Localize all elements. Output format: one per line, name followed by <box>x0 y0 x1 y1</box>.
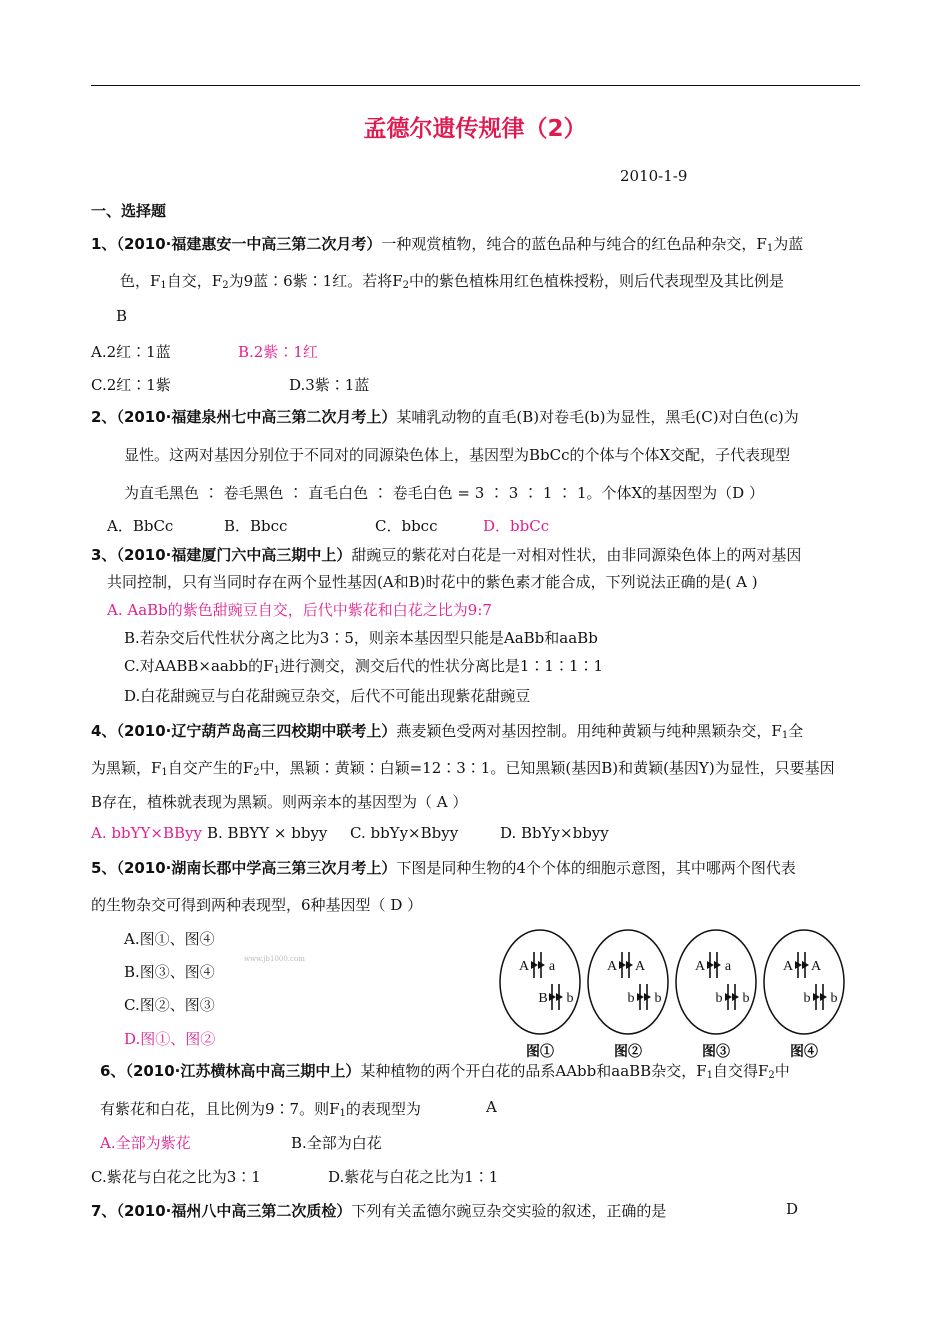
question-3-line-2: 共同控制，只有当同时存在两个显性基因(A和B)时花中的紫色素才能合成，下列说法正确的是( A ) <box>107 573 758 591</box>
cell-1-allele-bottom-right: b <box>566 991 574 1006</box>
q4-option-d: D. BbYy×bbyy <box>500 824 609 842</box>
cell-1-label: 图① <box>526 1045 554 1060</box>
question-4-line-1: 4、（2010·辽宁葫芦岛高三四校期中联考上）燕麦颖色受两对基因控制。用纯种黄颖与纯种黑颖杂交，$F_1$全 <box>91 722 804 741</box>
cell-4-allele-bottom-right: b <box>830 991 838 1006</box>
question-4-line-2: 为黑颖，$F_1$自交产生的$F_2$中，黑颖∶黄颖∶白颖=12∶3∶1。已知黑颖(基因B)和黄颖(基因Y)为显性，只要基因 <box>91 759 835 778</box>
top-rule <box>91 85 860 86</box>
q2-option-d: D．bbCc <box>483 517 550 535</box>
q5-option-b: B.图③、图④ <box>124 963 215 981</box>
question-2-line-2: 显性。这两对基因分别位于不同对的同源染色体上，基因型为BbCc的个体与个体X交配，子代表现型 <box>124 446 791 464</box>
q4-option-b: B. BBYY × bbyy <box>207 824 328 842</box>
cell-2-allele-top-left: A <box>606 959 618 974</box>
cell-2-label: 图② <box>614 1045 642 1060</box>
cell-4-allele-top-left: A <box>782 959 794 974</box>
question-4-line-3: B存在，植株就表现为黑颖。则两亲本的基因型为（ A ） <box>91 793 468 811</box>
question-1-line-1: 1、（2010·福建惠安一中高三第二次月考）一种观赏植物，纯合的蓝色品种与纯合的红色品种杂交，$F_1$为蓝 <box>91 235 804 254</box>
q6-option-b: B.全部为白花 <box>291 1134 382 1152</box>
cell-3-allele-bottom-right: b <box>742 991 750 1006</box>
q1-option-d: D.3紫∶1蓝 <box>289 376 370 394</box>
q3-option-d: D.白花甜豌豆与白花甜豌豆杂交，后代不可能出现紫花甜豌豆 <box>124 687 531 705</box>
q2-option-b: B．Bbcc <box>224 517 288 535</box>
page-title: 孟德尔遗传规律（2） <box>363 116 587 142</box>
q4-option-a: A. bbYY×BByy <box>91 824 202 842</box>
cell-2-allele-top-right: A <box>634 959 646 974</box>
question-6-line-2: 有紫花和白花，且比例为9∶7。则$F_1$的表现型为 <box>100 1100 421 1119</box>
cell-2-allele-bottom-left: b <box>627 991 635 1006</box>
section-heading: 一、选择题 <box>91 202 167 220</box>
cell-1-allele-bottom-left: B <box>538 991 548 1006</box>
q1-option-a: A.2红∶1蓝 <box>91 343 171 361</box>
q2-option-a: A．BbCc <box>107 517 174 535</box>
cell-3-label: 图③ <box>702 1045 730 1060</box>
q1-option-c: C.2红∶1紫 <box>91 376 171 394</box>
q3-option-b: B.若杂交后代性状分离之比为3∶5，则亲本基因型只能是AaBb和aaBb <box>124 629 598 647</box>
q5-option-d: D.图①、图② <box>124 1030 216 1048</box>
q3-option-a: A. AaBb的紫色甜豌豆自交，后代中紫花和白花之比为9:7 <box>107 601 492 619</box>
cell-1-allele-top-left: A <box>518 959 530 974</box>
question-6-line-1: 6、（2010·江苏横林高中高三期中上）某种植物的两个开白花的品系AAbb和aaBB杂交，$F_1$自交得$F_2$中 <box>100 1062 790 1081</box>
q5-option-a: A.图①、图④ <box>124 930 215 948</box>
cell-1 <box>500 930 580 1034</box>
question-2-line-1: 2、（2010·福建泉州七中高三第二次月考上）某哺乳动物的直毛(B)对卷毛(b)为显性，黑毛(C)对白色(c)为 <box>91 408 799 426</box>
cell-3-allele-top-right: a <box>724 959 732 974</box>
question-7-line-1: 7、（2010·福州八中高三第二次质检）下列有关孟德尔豌豆杂交实验的叙述，正确的是 <box>91 1202 667 1220</box>
cell-2-allele-bottom-right: b <box>654 991 662 1006</box>
question-1-line-2: 色，$F_1$自交，$F_2$为9蓝∶6紫∶1红。若将$F_2$中的紫色植株用红色植株授粉，则后代表现型及其比例是 <box>120 272 785 291</box>
cell-2 <box>588 930 668 1034</box>
q2-option-c: C．bbcc <box>375 517 438 535</box>
question-2-line-3: 为直毛黑色 ∶ 卷毛黑色 ∶ 直毛白色 ∶ 卷毛白色 = 3 ∶ 3 ∶ 1 ∶ 1。个体X的基因型为（D ） <box>124 484 764 502</box>
question-1-answer: B <box>116 307 128 325</box>
q6-option-a: A.全部为紫花 <box>100 1134 191 1152</box>
date: 2010-1-9 <box>620 167 688 185</box>
q3-option-c: C.对AABB×aabb的$F_1$进行测交，测交后代的性状分离比是1∶1∶1∶1 <box>124 657 604 676</box>
q5-option-c: C.图②、图③ <box>124 996 215 1014</box>
cell-4-allele-top-right: A <box>810 959 822 974</box>
cell-4-label: 图④ <box>790 1045 818 1060</box>
cell-4 <box>764 930 844 1034</box>
cell-diagrams <box>498 928 858 1063</box>
q6-option-d: D.紫花与白花之比为1∶1 <box>328 1168 499 1186</box>
q1-option-b: B.2紫∶1红 <box>238 343 318 361</box>
cell-4-allele-bottom-left: b <box>803 991 811 1006</box>
q4-option-c: C. bbYy×Bbyy <box>350 824 459 842</box>
cell-1-allele-top-right: a <box>548 959 556 974</box>
question-5-line-1: 5、（2010·湖南长郡中学高三第三次月考上）下图是同种生物的4个个体的细胞示意图，其中哪两个图代表 <box>91 859 796 877</box>
question-6-answer: A <box>486 1098 497 1116</box>
cell-3-allele-top-left: A <box>694 959 706 974</box>
cell-3-allele-bottom-left: b <box>715 991 723 1006</box>
question-3-line-1: 3、（2010·福建厦门六中高三期中上）甜豌豆的紫花对白花是一对相对性状，由非同源染色体上的两对基因 <box>91 546 802 564</box>
watermark: www.jb1000.com <box>244 955 305 963</box>
question-7-answer: D <box>786 1200 799 1218</box>
question-5-line-2: 的生物杂交可得到两种表现型，6种基因型（ D ） <box>91 896 423 914</box>
q6-option-c: C.紫花与白花之比为3∶1 <box>91 1168 261 1186</box>
cell-3 <box>676 930 756 1034</box>
